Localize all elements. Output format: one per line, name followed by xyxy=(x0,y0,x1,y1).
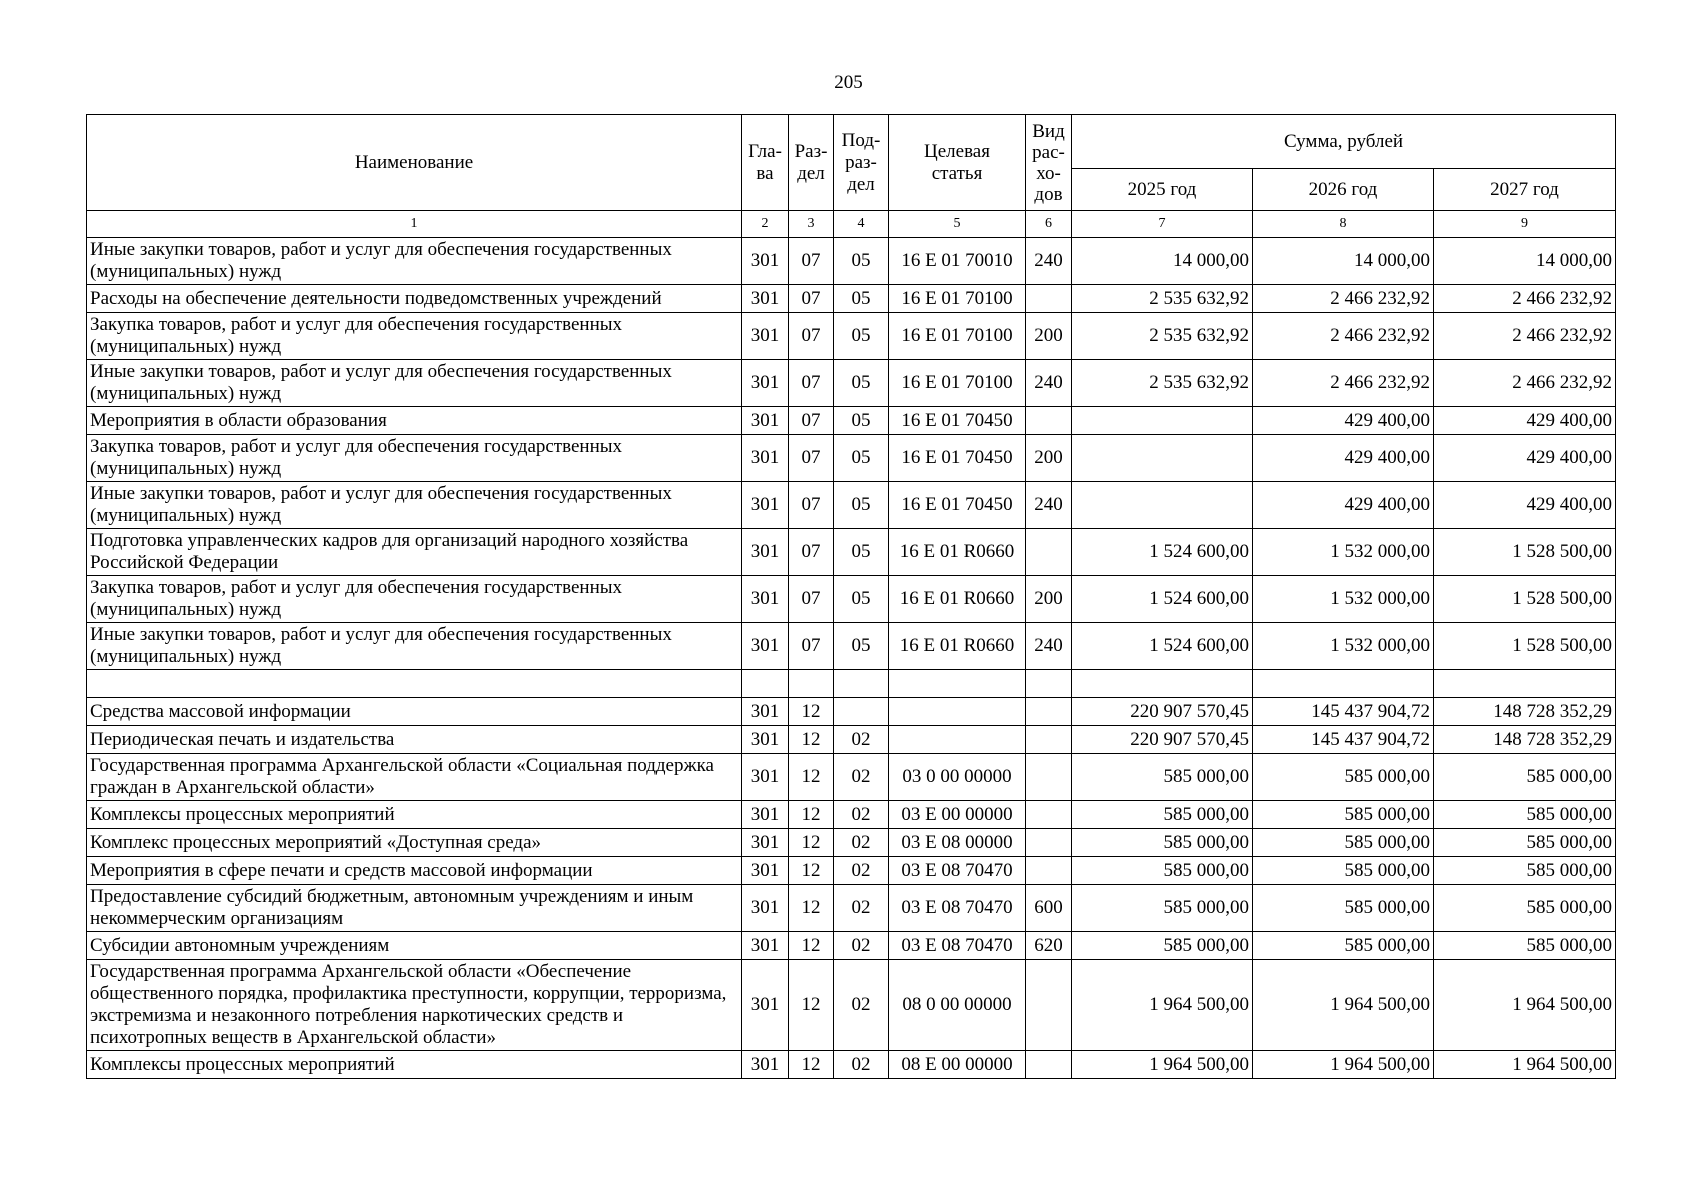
row-amount-2026: 2 466 232,92 xyxy=(1253,360,1434,407)
row-target-article: 16 Е 01 70100 xyxy=(889,313,1026,360)
row-expense-type: 200 xyxy=(1026,435,1072,482)
row-section: 07 xyxy=(789,238,834,285)
row-expense-type xyxy=(1026,726,1072,754)
row-target-article: 16 Е 01 R0660 xyxy=(889,576,1026,623)
row-section: 12 xyxy=(789,829,834,857)
row-chapter: 301 xyxy=(742,885,789,932)
table-row xyxy=(87,932,1616,960)
row-amount-2027: 585 000,00 xyxy=(1434,932,1616,960)
row-amount-2025: 585 000,00 xyxy=(1072,885,1253,932)
table-row xyxy=(87,857,1616,885)
row-chapter: 301 xyxy=(742,576,789,623)
row-expense-type: 620 xyxy=(1026,932,1072,960)
table-row xyxy=(87,238,1616,285)
row-name: Комплекс процессных мероприятий «Доступная среда» xyxy=(87,829,742,857)
table-row xyxy=(87,754,1616,801)
row-amount-2027: 585 000,00 xyxy=(1434,857,1616,885)
row-amount-2025: 1 964 500,00 xyxy=(1072,1051,1253,1079)
row-target-article: 16 Е 01 70450 xyxy=(889,435,1026,482)
row-expense-type xyxy=(1026,754,1072,801)
row-name: Подготовка управленческих кадров для организаций народного хозяйства Российской Федерации xyxy=(87,529,742,576)
header-target-article: Целевая статья xyxy=(889,115,1026,211)
row-expense-type: 240 xyxy=(1026,623,1072,670)
row-amount-2025: 220 907 570,45 xyxy=(1072,726,1253,754)
table-row xyxy=(87,435,1616,482)
row-expense-type xyxy=(1026,801,1072,829)
column-number: 5 xyxy=(889,211,1026,238)
row-amount-2025: 220 907 570,45 xyxy=(1072,698,1253,726)
row-amount-2027: 2 466 232,92 xyxy=(1434,285,1616,313)
row-name: Предоставление субсидий бюджетным, автономным учреждениям и иным некоммерческим организациям xyxy=(87,885,742,932)
row-amount-2027: 148 728 352,29 xyxy=(1434,726,1616,754)
row-amount-2027: 2 466 232,92 xyxy=(1434,313,1616,360)
row-target-article: 08 Е 00 00000 xyxy=(889,1051,1026,1079)
row-section: 12 xyxy=(789,726,834,754)
row-amount-2027: 1 528 500,00 xyxy=(1434,529,1616,576)
table-row xyxy=(87,698,1616,726)
row-amount-2025: 585 000,00 xyxy=(1072,801,1253,829)
row-target-article: 03 Е 08 70470 xyxy=(889,885,1026,932)
row-target-article: 16 Е 01 70450 xyxy=(889,482,1026,529)
row-chapter: 301 xyxy=(742,754,789,801)
row-target-article: 03 Е 00 00000 xyxy=(889,801,1026,829)
row-amount-2025: 2 535 632,92 xyxy=(1072,285,1253,313)
table-row xyxy=(87,576,1616,623)
row-amount-2026: 585 000,00 xyxy=(1253,857,1434,885)
row-amount-2027: 148 728 352,29 xyxy=(1434,698,1616,726)
table-body xyxy=(87,238,1616,1079)
row-amount-2025: 585 000,00 xyxy=(1072,829,1253,857)
row-amount-2027: 585 000,00 xyxy=(1434,885,1616,932)
column-number-row xyxy=(87,211,1616,238)
row-amount-2026: 2 466 232,92 xyxy=(1253,285,1434,313)
row-subsection: 02 xyxy=(834,801,889,829)
row-amount-2027: 1 964 500,00 xyxy=(1434,1051,1616,1079)
row-amount-2026: 1 964 500,00 xyxy=(1253,1051,1434,1079)
column-number: 6 xyxy=(1026,211,1072,238)
table-row xyxy=(87,529,1616,576)
row-name: Закупка товаров, работ и услуг для обеспечения государственных (муниципальных) нужд xyxy=(87,435,742,482)
header-subsection: Под- раз- дел xyxy=(834,115,889,211)
row-subsection: 02 xyxy=(834,932,889,960)
row-target-article: 16 Е 01 R0660 xyxy=(889,529,1026,576)
row-section: 07 xyxy=(789,407,834,435)
row-target-article: 16 Е 01 70100 xyxy=(889,285,1026,313)
row-amount-2026: 429 400,00 xyxy=(1253,407,1434,435)
row-amount-2025: 1 524 600,00 xyxy=(1072,529,1253,576)
row-amount-2025: 585 000,00 xyxy=(1072,932,1253,960)
row-name: Иные закупки товаров, работ и услуг для обеспечения государственных (муниципальных) нужд xyxy=(87,482,742,529)
row-section: 12 xyxy=(789,885,834,932)
header-sum-group: Сумма, рублей xyxy=(1072,115,1616,169)
row-amount-2027: 429 400,00 xyxy=(1434,435,1616,482)
row-section: 12 xyxy=(789,932,834,960)
row-name: Мероприятия в области образования xyxy=(87,407,742,435)
row-amount-2025: 2 535 632,92 xyxy=(1072,313,1253,360)
header-section: Раз- дел xyxy=(789,115,834,211)
row-amount-2027: 429 400,00 xyxy=(1434,407,1616,435)
row-section: 07 xyxy=(789,482,834,529)
row-expense-type xyxy=(1026,960,1072,1051)
row-name: Субсидии автономным учреждениям xyxy=(87,932,742,960)
row-chapter: 301 xyxy=(742,960,789,1051)
row-amount-2026: 585 000,00 xyxy=(1253,885,1434,932)
row-section: 12 xyxy=(789,1051,834,1079)
row-chapter: 301 xyxy=(742,238,789,285)
table-row xyxy=(87,829,1616,857)
row-amount-2027: 585 000,00 xyxy=(1434,754,1616,801)
row-expense-type: 240 xyxy=(1026,238,1072,285)
row-amount-2026: 585 000,00 xyxy=(1253,754,1434,801)
column-number: 4 xyxy=(834,211,889,238)
row-expense-type xyxy=(1026,529,1072,576)
table-header xyxy=(87,115,1616,238)
row-chapter: 301 xyxy=(742,698,789,726)
row-amount-2025 xyxy=(1072,435,1253,482)
row-expense-type xyxy=(1026,285,1072,313)
row-chapter: 301 xyxy=(742,726,789,754)
column-number: 3 xyxy=(789,211,834,238)
column-number: 1 xyxy=(87,211,742,238)
row-section: 12 xyxy=(789,960,834,1051)
row-section: 07 xyxy=(789,360,834,407)
row-subsection: 05 xyxy=(834,435,889,482)
row-amount-2027: 1 964 500,00 xyxy=(1434,960,1616,1051)
row-name: Комплексы процессных мероприятий xyxy=(87,801,742,829)
table-row xyxy=(87,1051,1616,1079)
row-amount-2026: 585 000,00 xyxy=(1253,829,1434,857)
row-amount-2026: 1 532 000,00 xyxy=(1253,529,1434,576)
row-section: 12 xyxy=(789,754,834,801)
row-subsection xyxy=(834,698,889,726)
row-amount-2026: 429 400,00 xyxy=(1253,435,1434,482)
row-subsection: 02 xyxy=(834,960,889,1051)
row-amount-2025: 585 000,00 xyxy=(1072,857,1253,885)
row-chapter: 301 xyxy=(742,829,789,857)
row-section: 12 xyxy=(789,698,834,726)
row-target-article: 08 0 00 00000 xyxy=(889,960,1026,1051)
row-amount-2027: 1 528 500,00 xyxy=(1434,576,1616,623)
row-chapter: 301 xyxy=(742,435,789,482)
row-amount-2027 xyxy=(1434,670,1616,698)
row-chapter xyxy=(742,670,789,698)
row-amount-2025 xyxy=(1072,670,1253,698)
row-section: 07 xyxy=(789,623,834,670)
table-row xyxy=(87,407,1616,435)
row-amount-2026: 145 437 904,72 xyxy=(1253,726,1434,754)
row-section xyxy=(789,670,834,698)
header-name: Наименование xyxy=(87,115,742,211)
row-subsection: 02 xyxy=(834,726,889,754)
row-target-article xyxy=(889,698,1026,726)
row-chapter: 301 xyxy=(742,285,789,313)
row-section: 12 xyxy=(789,857,834,885)
row-name: Иные закупки товаров, работ и услуг для обеспечения государственных (муниципальных) нужд xyxy=(87,238,742,285)
column-number: 9 xyxy=(1434,211,1616,238)
row-expense-type xyxy=(1026,407,1072,435)
table-row xyxy=(87,885,1616,932)
row-target-article: 03 Е 08 70470 xyxy=(889,857,1026,885)
header-year-2026: 2026 год xyxy=(1253,169,1434,211)
row-name: Государственная программа Архангельской области «Социальная поддержка граждан в Архангельской области» xyxy=(87,754,742,801)
column-number: 8 xyxy=(1253,211,1434,238)
row-subsection: 05 xyxy=(834,529,889,576)
row-section: 12 xyxy=(789,801,834,829)
header-chapter: Гла- ва xyxy=(742,115,789,211)
header-year-2027: 2027 год xyxy=(1434,169,1616,211)
row-amount-2027: 14 000,00 xyxy=(1434,238,1616,285)
row-amount-2026: 1 532 000,00 xyxy=(1253,576,1434,623)
table-row xyxy=(87,482,1616,529)
row-amount-2025 xyxy=(1072,482,1253,529)
row-amount-2026: 585 000,00 xyxy=(1253,801,1434,829)
row-name: Закупка товаров, работ и услуг для обеспечения государственных (муниципальных) нужд xyxy=(87,576,742,623)
row-target-article: 03 0 00 00000 xyxy=(889,754,1026,801)
row-target-article xyxy=(889,670,1026,698)
row-amount-2025: 1 524 600,00 xyxy=(1072,623,1253,670)
row-amount-2027: 585 000,00 xyxy=(1434,829,1616,857)
row-amount-2026: 585 000,00 xyxy=(1253,932,1434,960)
row-subsection xyxy=(834,670,889,698)
page-number: 205 xyxy=(834,72,863,93)
row-chapter: 301 xyxy=(742,313,789,360)
row-amount-2026: 14 000,00 xyxy=(1253,238,1434,285)
row-section: 07 xyxy=(789,435,834,482)
row-name: Государственная программа Архангельской области «Обеспечение общественного порядка, профилактика преступности, коррупции, терроризма, экстремизма и незаконного потребления наркотических средств и психотропных веществ в Архангельской области» xyxy=(87,960,742,1051)
row-section: 07 xyxy=(789,529,834,576)
row-expense-type: 240 xyxy=(1026,360,1072,407)
row-amount-2027: 585 000,00 xyxy=(1434,801,1616,829)
row-subsection: 05 xyxy=(834,407,889,435)
table-row xyxy=(87,726,1616,754)
row-amount-2027: 1 528 500,00 xyxy=(1434,623,1616,670)
row-subsection: 02 xyxy=(834,1051,889,1079)
row-amount-2027: 2 466 232,92 xyxy=(1434,360,1616,407)
row-chapter: 301 xyxy=(742,801,789,829)
row-target-article: 16 Е 01 70450 xyxy=(889,407,1026,435)
row-amount-2026: 145 437 904,72 xyxy=(1253,698,1434,726)
row-amount-2025: 2 535 632,92 xyxy=(1072,360,1253,407)
row-name: Комплексы процессных мероприятий xyxy=(87,1051,742,1079)
row-subsection: 05 xyxy=(834,623,889,670)
column-number: 7 xyxy=(1072,211,1253,238)
row-section: 07 xyxy=(789,285,834,313)
row-expense-type xyxy=(1026,829,1072,857)
row-expense-type: 200 xyxy=(1026,576,1072,623)
row-subsection: 02 xyxy=(834,829,889,857)
row-amount-2026: 429 400,00 xyxy=(1253,482,1434,529)
budget-table xyxy=(86,114,1616,1079)
row-amount-2025: 14 000,00 xyxy=(1072,238,1253,285)
row-subsection: 05 xyxy=(834,285,889,313)
row-subsection: 05 xyxy=(834,482,889,529)
row-expense-type: 600 xyxy=(1026,885,1072,932)
row-expense-type xyxy=(1026,698,1072,726)
row-chapter: 301 xyxy=(742,932,789,960)
row-subsection: 02 xyxy=(834,857,889,885)
row-name: Периодическая печать и издательства xyxy=(87,726,742,754)
row-target-article: 03 Е 08 00000 xyxy=(889,829,1026,857)
table-row xyxy=(87,960,1616,1051)
row-subsection: 05 xyxy=(834,238,889,285)
row-name: Средства массовой информации xyxy=(87,698,742,726)
row-chapter: 301 xyxy=(742,482,789,529)
row-subsection: 02 xyxy=(834,754,889,801)
row-expense-type xyxy=(1026,1051,1072,1079)
row-chapter: 301 xyxy=(742,407,789,435)
row-name: Расходы на обеспечение деятельности подведомственных учреждений xyxy=(87,285,742,313)
table-row xyxy=(87,801,1616,829)
table-row xyxy=(87,313,1616,360)
row-section: 07 xyxy=(789,576,834,623)
row-expense-type: 200 xyxy=(1026,313,1072,360)
row-name: Иные закупки товаров, работ и услуг для обеспечения государственных (муниципальных) нужд xyxy=(87,360,742,407)
row-name: Мероприятия в сфере печати и средств массовой информации xyxy=(87,857,742,885)
row-chapter: 301 xyxy=(742,857,789,885)
header-expense-type: Вид рас- хо- дов xyxy=(1026,115,1072,211)
header-year-2025: 2025 год xyxy=(1072,169,1253,211)
row-target-article: 03 Е 08 70470 xyxy=(889,932,1026,960)
row-expense-type xyxy=(1026,857,1072,885)
row-chapter: 301 xyxy=(742,623,789,670)
table-row xyxy=(87,285,1616,313)
row-section: 07 xyxy=(789,313,834,360)
row-chapter: 301 xyxy=(742,529,789,576)
row-subsection: 05 xyxy=(834,576,889,623)
table-row xyxy=(87,670,1616,698)
row-subsection: 05 xyxy=(834,360,889,407)
row-amount-2025 xyxy=(1072,407,1253,435)
table-row xyxy=(87,360,1616,407)
row-name xyxy=(87,670,742,698)
row-expense-type: 240 xyxy=(1026,482,1072,529)
row-amount-2026: 1 964 500,00 xyxy=(1253,960,1434,1051)
row-target-article xyxy=(889,726,1026,754)
row-name: Иные закупки товаров, работ и услуг для обеспечения государственных (муниципальных) нужд xyxy=(87,623,742,670)
row-chapter: 301 xyxy=(742,360,789,407)
table-row xyxy=(87,623,1616,670)
row-subsection: 05 xyxy=(834,313,889,360)
row-amount-2026: 1 532 000,00 xyxy=(1253,623,1434,670)
row-amount-2027: 429 400,00 xyxy=(1434,482,1616,529)
row-expense-type xyxy=(1026,670,1072,698)
row-target-article: 16 Е 01 R0660 xyxy=(889,623,1026,670)
column-number: 2 xyxy=(742,211,789,238)
row-amount-2025: 585 000,00 xyxy=(1072,754,1253,801)
row-subsection: 02 xyxy=(834,885,889,932)
row-target-article: 16 Е 01 70010 xyxy=(889,238,1026,285)
row-name: Закупка товаров, работ и услуг для обеспечения государственных (муниципальных) нужд xyxy=(87,313,742,360)
row-target-article: 16 Е 01 70100 xyxy=(889,360,1026,407)
row-amount-2026: 2 466 232,92 xyxy=(1253,313,1434,360)
row-amount-2025: 1 524 600,00 xyxy=(1072,576,1253,623)
row-amount-2026 xyxy=(1253,670,1434,698)
row-chapter: 301 xyxy=(742,1051,789,1079)
row-amount-2025: 1 964 500,00 xyxy=(1072,960,1253,1051)
